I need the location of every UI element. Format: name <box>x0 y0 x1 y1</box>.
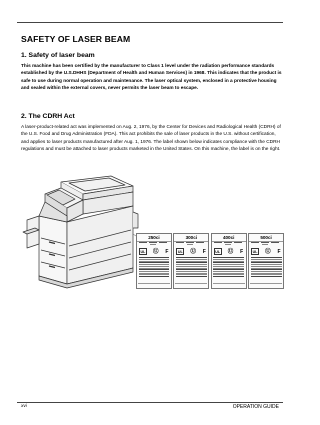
fcc-mark-icon: F <box>277 248 281 255</box>
label-footer-strip <box>250 283 282 287</box>
fcc-mark-icon: F <box>202 248 206 255</box>
page-title: SAFETY OF LASER BEAM <box>21 34 131 44</box>
label-model-name: 300ci <box>174 234 208 242</box>
label-model-name: 250ci <box>137 234 171 242</box>
header-rule <box>17 22 283 23</box>
section-heading-cdrh-act: 2. The CDRH Act <box>21 113 75 120</box>
cdrh-label <box>136 233 172 289</box>
section-heading-laser-safety: 1. Safety of laser beam <box>21 52 95 59</box>
cert-mark-icon: UL <box>140 249 146 254</box>
cert-mark-icon: UL <box>177 249 183 254</box>
guide-name: OPERATION GUIDE <box>232 404 279 410</box>
label-footer-strip <box>213 283 245 287</box>
ce-mark-icon: Ⓤ <box>227 248 234 255</box>
fcc-mark-icon: F <box>240 248 244 255</box>
section-body-laser-safety: This machine has been certified by the manufacturer to Class 1 level under the radiation performance standards established by the U.S.DHHS (Department of Health and Human Services) in 1968. This indicates that the product is safe to use during normal operation and maintenance. The laser optical system, enclosed in a protective housing and sealed within the external covers, never permits the laser beam to escape. <box>21 64 282 91</box>
label-certification-marks <box>139 247 169 256</box>
label-header-graphic <box>213 241 243 246</box>
label-footer-strip <box>175 283 207 287</box>
label-fine-print <box>251 257 282 283</box>
label-header-graphic <box>175 241 205 246</box>
ce-mark-icon: Ⓤ <box>190 248 196 255</box>
ce-mark-icon: Ⓤ <box>153 248 159 255</box>
label-header-graphic <box>250 241 280 246</box>
cdrh-labels-group <box>136 233 284 289</box>
cdrh-label <box>211 233 247 289</box>
label-certification-marks <box>251 247 281 256</box>
footer-rule <box>17 402 283 403</box>
cdrh-label <box>173 233 209 289</box>
cdrh-label <box>248 233 284 289</box>
fcc-mark-icon: F <box>165 248 169 255</box>
cert-mark-icon: UL <box>215 249 221 254</box>
label-fine-print <box>139 257 170 283</box>
ce-mark-icon: Ⓤ <box>265 248 271 255</box>
copier-machine-illustration <box>21 172 139 292</box>
label-fine-print <box>213 257 244 283</box>
label-footer-strip <box>138 283 170 287</box>
label-certification-marks <box>214 247 244 256</box>
label-fine-print <box>176 257 207 283</box>
label-model-name: 400ci <box>212 234 246 242</box>
label-header-graphic <box>138 241 168 246</box>
label-certification-marks <box>176 247 206 256</box>
section-body-cdrh-act: A laser-product-related act was implemented on Aug. 2, 1976, by the Center for Devices and Radiological Health (CDRH) of the U.S. Food and Drug Administration (FDA). This act prohibits the sale of laser products in the U.S. without certification, and applies to laser products manufactured after Aug. 1, 1976. The label shown below indicates compliance with the CDRH regulations and must be attached to laser products marketed in the United States. On this machine, the label is on the right. <box>21 125 281 152</box>
page-number: xvi <box>21 404 27 409</box>
cert-mark-icon: UL <box>252 249 258 254</box>
label-model-name: 500ci <box>249 234 283 242</box>
